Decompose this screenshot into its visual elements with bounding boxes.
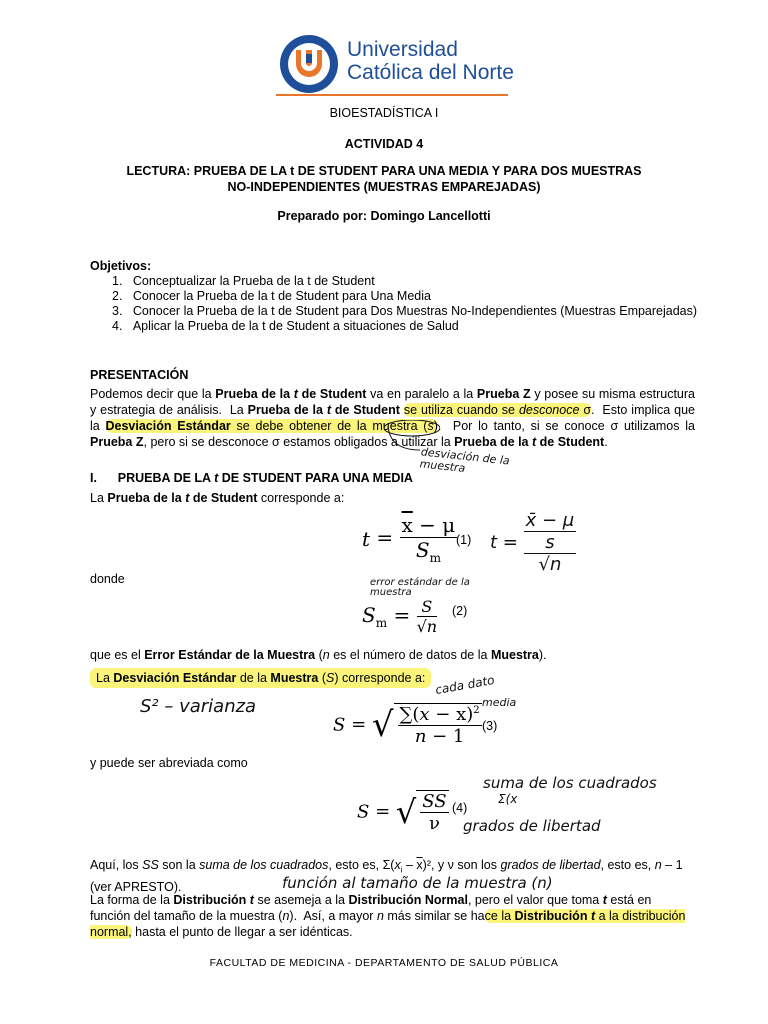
list-item: 1. Conceptualizar la Prueba de la t de Student: [112, 274, 375, 288]
activity-title: ACTIVIDAD 4: [344, 137, 424, 151]
equation-2-number: (2): [452, 604, 468, 618]
handwritten-suma: suma de los cuadrados: [483, 774, 657, 792]
course-title: BIOESTADÍSTICA I: [329, 106, 439, 120]
list-item: 3. Conocer la Prueba de la t de Student para Dos Muestras No-Independientes (Muestras Emparejadas): [112, 304, 698, 318]
handwritten-varianza: S² – varianza: [140, 696, 257, 717]
reading-title-line2: NO-INDEPENDIENTES (MUESTRAS EMPAREJADAS): [227, 180, 541, 194]
objectives-title: Objetivos:: [90, 259, 152, 273]
std-dev-text: La Desviación Estándar de la Muestra (S) corresponde a:: [82, 669, 439, 687]
equation-1-number: (1): [456, 533, 472, 547]
equation-3-number: (3): [482, 719, 498, 733]
equation-1: t = $\frac{\overline{x} - \mu}{S_m}$: [362, 513, 456, 565]
university-logo: [279, 34, 339, 94]
list-item: 4. Aplicar la Prueba de la t de Student a situaciones de Salud: [112, 319, 459, 333]
handwritten-cada-dato: cada dato: [434, 672, 496, 698]
annotation-arrow: [380, 420, 440, 460]
footer: FACULTAD DE MEDICINA - DEPARTAMENTO DE SALUD PÚBLICA: [209, 957, 559, 969]
distribution-paragraph: La forma de la Distribución t se asemeja a la Distribución Normal, pero el valor que toma t está en función del tamaño de la muestra (n). Así, a mayor n más similar se hace la Distribución t a la distribución normal, hasta el punto de llegar a ser idénticas.: [90, 893, 686, 939]
equation-4-number: (4): [452, 801, 468, 815]
prepared-by: Preparado por: Domingo Lancellotti: [277, 209, 491, 223]
handwritten-sigma: Σ(x: [498, 792, 518, 806]
university-name-line1: Universidad: [347, 38, 458, 61]
abbreviated-text: y puede ser abreviada como: [90, 756, 248, 770]
header-rule: [276, 94, 508, 96]
donde-label: donde: [90, 572, 125, 586]
equation-4: S = √ $\frac{SS}{\nu}$: [357, 791, 447, 834]
equation-3: S = √ $\frac{\sum(x - \overline{x})^2}{n - 1}$: [333, 704, 480, 747]
university-name: [347, 38, 514, 84]
reading-title-line1: LECTURA: PRUEBA DE LA t DE STUDENT PARA UNA MEDIA Y PARA DOS MUESTRAS: [126, 164, 642, 178]
ss-explanation: Aquí, los SS son la suma de los cuadrados, esto es, $\Sigma(x_i - \overline{x})^2$, y ν son los grados de libertad, esto es, n – 1 (ver APRESTO).: [90, 858, 683, 894]
handwritten-error: error estándar de la muestra: [370, 577, 470, 598]
handwritten-t-formula: t = x̄ − μ s √n: [490, 510, 575, 575]
list-item: 2. Conocer la Prueba de la t de Student para Una Media: [112, 289, 431, 303]
handwritten-funcion: función al tamaño de la muestra (n): [282, 874, 553, 892]
section1-title: I. PRUEBA DE LA t DE STUDENT PARA UNA MEDIA: [90, 471, 413, 485]
handwritten-media: media: [482, 696, 517, 709]
handwritten-grados: grados de libertad: [463, 817, 601, 835]
presentation-paragraph: Podemos decir que la Prueba de la t de Student va en paralelo a la Prueba Z y posee su misma estructura y estrategia de análisis. La Prueba de la t de Student se utiliza cuando se desconoce σ. Esto implica que la Desviación Estándar se debe obtener de la muestra (s). Por lo tanto, si se conoce σ utilizamos la Prueba Z, pero si se desconoce σ estamos obligados a utilizar la Prueba de la t de Student.: [90, 387, 696, 449]
standard-error-text: que es el Error Estándar de la Muestra (n es el número de datos de la Muestra).: [90, 648, 547, 662]
objectives-list: [112, 274, 697, 334]
section1-intro: La Prueba de la t de Student corresponde a:: [90, 491, 345, 505]
university-name-line2: Católica del Norte: [347, 61, 514, 84]
handwritten-note: desviación de la muestra: [419, 445, 511, 475]
equation-2: $S_m$ = $\frac{S}{√n}$: [362, 597, 438, 636]
presentation-title: PRESENTACIÓN: [90, 368, 189, 382]
